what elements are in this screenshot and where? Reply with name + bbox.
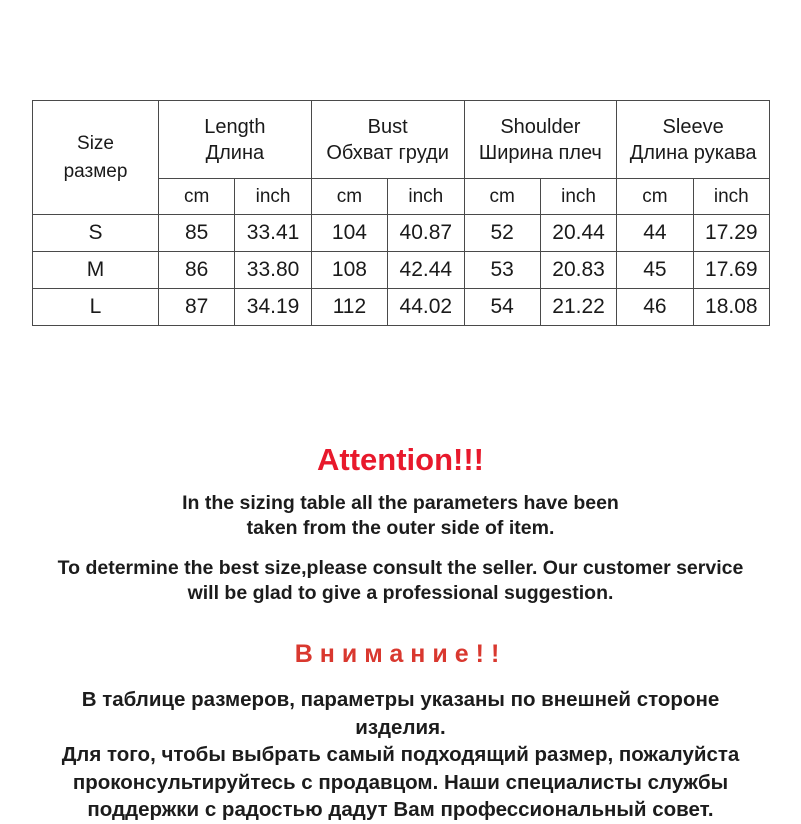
attention-ru-line-3: проконсультируйтесь с продавцом. Наши специалисты службы (72, 770, 729, 794)
header-shoulder-ru: Ширина плеч (478, 141, 602, 164)
header-shoulder-en: Shoulder (500, 115, 581, 138)
cell-s-sleeve-cm: 44 (617, 215, 693, 252)
cell-m-shoulder-inch: 20.83 (540, 252, 616, 289)
header-cell-length (159, 101, 312, 179)
header-cell-sleeve (617, 101, 770, 179)
attention-en-1-line-2: taken from the outer side of item. (246, 517, 555, 540)
header-cell-bust (311, 101, 464, 179)
cell-m-sleeve-cm: 45 (617, 252, 693, 289)
cell-size-s: S (33, 215, 159, 252)
table-row (33, 289, 770, 326)
cell-s-bust-inch: 40.87 (388, 215, 464, 252)
size-chart-table-head (33, 101, 770, 215)
header-size-ru: размер (63, 160, 128, 182)
attention-title-en: Attention!!! (317, 442, 484, 477)
attention-ru-line-1: В таблице размеров, параметры указаны по внешней стороне изделия. (81, 688, 720, 739)
header-bust-en: Bust (367, 115, 408, 138)
unit-cell-length-cm: cm (159, 179, 235, 215)
cell-s-length-cm: 85 (159, 215, 235, 252)
attention-en-1-line-1: In the sizing table all the parameters have been (182, 492, 619, 514)
cell-l-bust-cm: 112 (311, 289, 387, 326)
header-length-en: Length (204, 115, 266, 138)
cell-l-length-inch: 34.19 (235, 289, 311, 326)
cell-s-length-inch: 33.41 (235, 215, 311, 252)
cell-m-length-cm: 86 (159, 252, 235, 289)
unit-cell-shoulder-cm: cm (464, 179, 540, 215)
header-bust-ru: Обхват груди (326, 141, 449, 164)
cell-s-bust-cm: 104 (311, 215, 387, 252)
unit-cell-bust-inch: inch (388, 179, 464, 215)
cell-m-bust-cm: 108 (311, 252, 387, 289)
cell-size-l: L (33, 289, 159, 326)
cell-s-sleeve-inch: 17.29 (693, 215, 769, 252)
cell-l-length-cm: 87 (159, 289, 235, 326)
cell-l-sleeve-cm: 46 (617, 289, 693, 326)
size-chart-table-container (32, 100, 770, 326)
attention-title-ru: Внимание!! (294, 640, 507, 669)
table-row (33, 252, 770, 289)
attention-notice-block (0, 444, 801, 824)
table-row (33, 215, 770, 252)
cell-s-shoulder-cm: 52 (464, 215, 540, 252)
header-cell-shoulder (464, 101, 617, 179)
cell-m-length-inch: 33.80 (235, 252, 311, 289)
header-length-ru: Длина (205, 141, 265, 164)
attention-ru-line-4: поддержки с радостью дадут Вам профессиональный совет. (87, 798, 714, 822)
unit-cell-bust-cm: cm (311, 179, 387, 215)
header-size-en: Size (77, 132, 114, 154)
attention-paragraph-en-1 (0, 491, 801, 542)
attention-paragraph-en-2 (0, 556, 801, 607)
size-chart-table-body (33, 215, 770, 326)
cell-l-sleeve-inch: 18.08 (693, 289, 769, 326)
unit-cell-length-inch: inch (235, 179, 311, 215)
table-group-header-row (33, 101, 770, 179)
unit-cell-sleeve-cm: cm (617, 179, 693, 215)
unit-cell-sleeve-inch: inch (693, 179, 769, 215)
cell-s-shoulder-inch: 20.44 (540, 215, 616, 252)
cell-m-shoulder-cm: 53 (464, 252, 540, 289)
header-cell-size (33, 101, 159, 215)
attention-en-2-line-2: will be glad to give a professional suggestion. (187, 582, 614, 605)
cell-size-m: M (33, 252, 159, 289)
header-sleeve-en: Sleeve (662, 115, 724, 138)
attention-ru-line-2: Для того, чтобы выбрать самый подходящий размер, пожалуйста (61, 743, 740, 767)
attention-paragraph-ru (0, 686, 801, 823)
unit-cell-shoulder-inch: inch (540, 179, 616, 215)
cell-m-sleeve-inch: 17.69 (693, 252, 769, 289)
cell-l-shoulder-inch: 21.22 (540, 289, 616, 326)
cell-l-shoulder-cm: 54 (464, 289, 540, 326)
cell-m-bust-inch: 42.44 (388, 252, 464, 289)
cell-l-bust-inch: 44.02 (388, 289, 464, 326)
size-chart-table (32, 100, 770, 326)
attention-en-2-line-1: To determine the best size,please consult the seller. Our customer service (57, 556, 744, 579)
header-sleeve-ru: Длина рукава (629, 141, 757, 164)
